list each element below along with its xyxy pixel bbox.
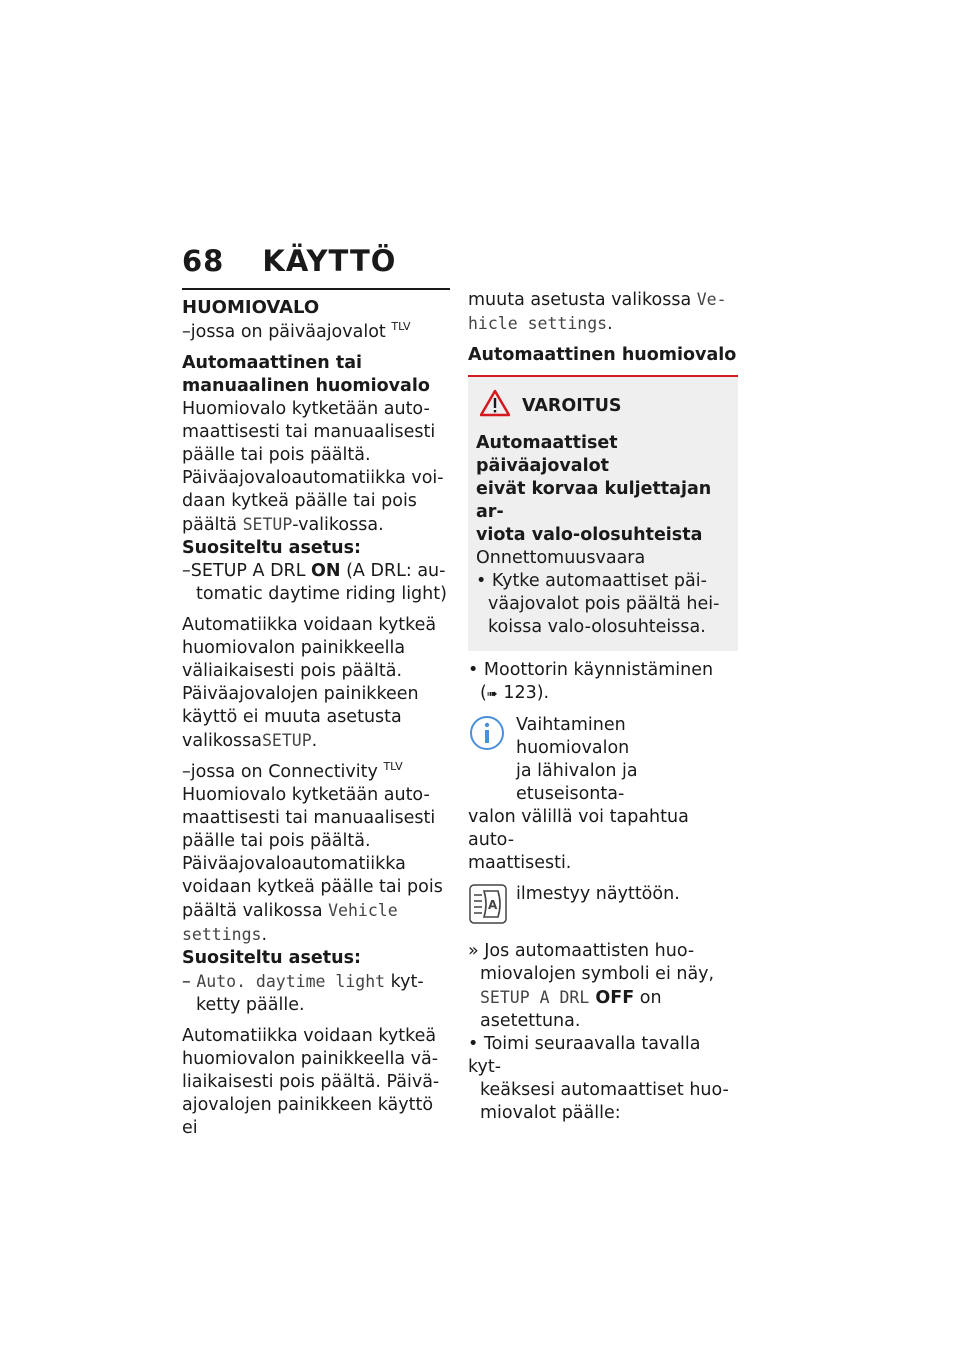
- warning-title: VAROITUS: [522, 396, 622, 416]
- warning-instruction: • Kytke automaattiset päi- väajovalot pois päältä hei- koissa valo-olosuhteissa.: [476, 571, 720, 637]
- warning-header: [476, 389, 730, 424]
- svg-text:A: A: [488, 898, 498, 912]
- paragraph-4: Automatiikka voidaan kytkeä huomiovalon painikkeella vä- liaikaisesti pois päältä. Päivä- ajovalojen painikkeen käyttö ei: [182, 1026, 440, 1138]
- subsection-title-2: Automaattinen huomiovalo: [468, 345, 737, 365]
- subsection-title: Automaattinen tai manuaalinen huomiovalo: [182, 353, 430, 396]
- recommended-setting-label-2: Suositeltu asetus:: [182, 948, 361, 968]
- paragraph-1: Huomiovalo kytketään auto- maattisesti tai manuaalisesti päälle tai pois päältä. Päiväajovaloautomatiikka voi- daan kytkeä päälle tai pois päältä SETUP-valikossa.: [182, 399, 444, 535]
- continued-text: muuta asetusta valikossa Ve- hicle settings.: [468, 290, 727, 334]
- warning-box: [468, 375, 738, 651]
- page-reference-link[interactable]: 123: [503, 683, 537, 703]
- recommended-setting-2: – Auto. daytime light kyt- ketty päälle.: [182, 972, 424, 1015]
- recommended-setting-1: –SETUP A DRL ON (A DRL: au- tomatic daytime riding light): [182, 561, 447, 604]
- auto-headlight-symbol-icon: [468, 883, 512, 932]
- section-title: HUOMIOVALO: [182, 297, 320, 318]
- recommended-setting-label: Suositeltu asetus:: [182, 538, 361, 558]
- list-item-activate: • Toimi seuraavalla tavalla kyt- keäksesi automaattiset huo- miovalot päälle:: [468, 1034, 729, 1123]
- chapter-title: KÄYTTÖ: [262, 244, 397, 278]
- symbol-note: A ilmestyy näyttöön.: [468, 883, 738, 932]
- warning-triangle-icon: [476, 389, 522, 424]
- right-column: [468, 288, 738, 1125]
- info-note: Vaihtaminen huomiovalon ja lähivalon ja etuseisonta- valon välillä voi tapahtua auto- maattisesti.: [468, 715, 689, 873]
- paragraph-3: Huomiovalo kytketään auto- maattisesti tai manuaalisesti päälle tai pois päältä. Päiväajovaloautomatiikka voidaan kytkeä päälle tai pois päältä valikossa Vehicle settings.: [182, 785, 443, 945]
- section-rule: [182, 288, 450, 290]
- left-column: [182, 288, 450, 1140]
- step-item: » Jos automaattisten huo- miovalojen symboli ei näy, SETUP A DRL OFF on asetettuna.: [468, 941, 715, 1031]
- paragraph-2: Automatiikka voidaan kytkeä huomiovalon painikkeella väliaikaisesti pois päältä. Päiväajovalojen painikkeen käyttö ei muuta asetusta valikossaSETUP.: [182, 615, 437, 751]
- info-icon: [468, 714, 512, 806]
- warning-statement: Automaattiset päiväajovalot eivät korvaa kuljettajan ar- viota valo-olosuhteista: [476, 433, 712, 545]
- condition-connectivity: –jossa on Connectivity $^{TLV}$: [182, 760, 403, 782]
- page-number: 68: [182, 244, 225, 278]
- list-item-engine-start: • Moottorin käynnistäminen (➠ 123).: [468, 660, 714, 703]
- condition-daytime-lights: –jossa on päiväajovalot $^{TLV}$: [182, 320, 411, 342]
- page-reference-arrow-icon: ➠: [486, 687, 498, 702]
- warning-consequence: Onnettomuusvaara: [476, 548, 646, 568]
- page-header: [182, 244, 396, 278]
